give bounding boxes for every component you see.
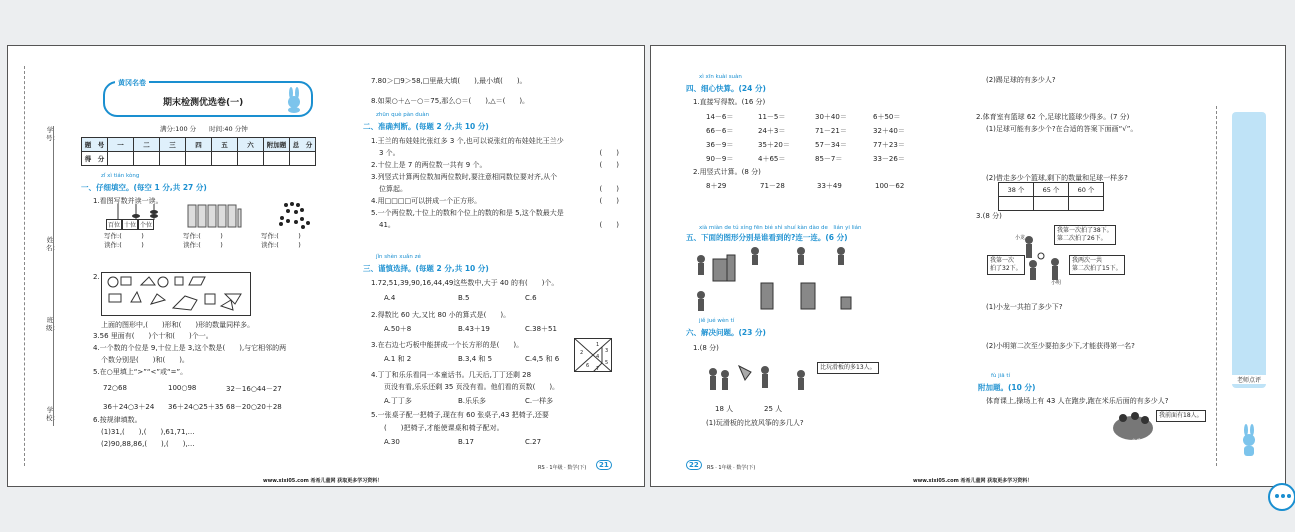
score-table [81,137,316,166]
speech-bubble: 我第一次拍了38下。 第二次拍了26下。 [1054,225,1116,245]
blank-line [53,126,54,426]
choice-q4-b: 页没有看,乐乐还剩 35 页没有看。他们看的页数( )。 [384,383,560,391]
score-header-cell: 五 [212,138,238,152]
calc-q2: 2.用竖式计算。(8 分) [693,168,761,176]
score-header-cell: 二 [134,138,160,152]
choice-q2: 2.得数比 60 大,又比 80 小的算式是( )。 [371,311,511,319]
judge-list [371,135,619,231]
score-cell[interactable] [134,152,160,166]
mark-cell[interactable] [1069,197,1104,211]
score-header-cell: 题 号 [82,138,108,152]
tangram-label: 5 [605,360,609,366]
name-tag: 小龙 [1015,235,1026,241]
bunny-icon [283,87,305,113]
seal-line [24,66,25,466]
calc-item[interactable]: 6＋50＝ [873,113,901,121]
option[interactable]: A.50＋8 [384,325,412,333]
calc-item[interactable]: 90－9＝ [706,155,734,163]
vertical-item[interactable]: 33＋49 [817,182,842,190]
calc-row [706,138,905,152]
option[interactable]: B.5 [458,294,470,302]
calc-item[interactable]: 57－34＝ [815,141,847,149]
judge-item: 2.十位上是 7 的两位数一共有 9 个。 ( ) [371,161,619,169]
score-cell[interactable] [264,152,290,166]
exam-page-left [7,45,645,487]
mark-cell[interactable] [1034,197,1069,211]
score-header-cell: 附加题 [264,138,290,152]
footer-text: www.xixi05.com 希希儿童网 获取更多学习资料！ [913,478,1033,484]
sec1-pinyin: zǐ xì tián kòng [101,173,140,179]
write-blank[interactable]: 写作:( ) [261,232,301,240]
calc-item[interactable]: 4＋65＝ [758,155,786,163]
write-blank[interactable]: 写作:( ) [104,232,144,240]
abacus-label: 百位 [106,219,122,230]
calc-item[interactable]: 14－6＝ [706,113,734,121]
footer-text: www.xixi05.com 希希儿童网 获取更多学习资料！ [263,478,383,484]
exam-meta: 满分:100 分 时间:40 分钟 [160,125,248,133]
answer-3 [261,232,301,250]
solve-q3: 3.(8 分) [976,212,1002,220]
option[interactable]: B.43＋19 [458,325,490,333]
score-header-row [82,138,316,152]
speech-bubble: 比玩滑板的多13人。 [817,362,879,374]
class-label: 班级： [46,316,59,332]
q3-text: 3.56 里面有( )个十和( )个一。 [93,332,213,340]
seal-line [1216,106,1217,466]
page-title: 期末检测优选卷(一) [163,98,244,108]
title-banner [103,81,313,117]
judge-item-cont: 3 个。 ( ) [379,149,619,157]
option[interactable]: C.6 [525,294,537,302]
count-label: 25 人 [764,405,783,413]
page-label: RS · 1年级 · 数学(下) [538,465,587,471]
judge-blank[interactable]: ( ) [599,161,619,169]
tangram-label: 4 [596,354,600,360]
teacher-comment-box[interactable] [1232,112,1266,388]
judge-item: 3.列竖式计算两位数加两位数时,要注意相同数位要对齐,从个 [371,173,558,181]
vertical-item[interactable]: 71－28 [760,182,785,190]
shapes-icon [101,272,251,316]
sec5-title: 五、下面的图形分别是谁看到的?连一连。(6 分) [686,233,848,242]
teacher-comment-label: 老师点评 [1232,375,1266,384]
view-shapes-icon [693,245,903,317]
tangram-icon [574,338,612,372]
option[interactable]: C.38＋51 [525,325,557,333]
judge-blank[interactable]: ( ) [599,221,619,229]
judge-item-cont: 41。 ( ) [379,221,619,229]
sec6-pinyin: jiě jué wèn tí [699,318,735,324]
extra-pinyin: fù jiā tí [991,373,1011,379]
option[interactable]: C.4,5 和 6 [525,355,560,363]
solve-q3-2: (2)小明第二次至少要拍多少下,才能获得第一名? [986,342,1135,350]
option[interactable]: A.1 和 2 [384,355,412,363]
q4-text-b: 个数分别是( )和( )。 [101,356,189,364]
option[interactable]: A.丁丁多 [384,397,412,405]
calc-row [706,124,905,138]
score-header-cell: 总 分 [290,138,316,152]
vertical-item[interactable]: 100－62 [875,182,905,190]
judge-item: 1.王兰的布娃娃比张红多 3 个,也可以说张红的布娃娃比王兰少 [371,137,564,145]
judge-blank[interactable]: ( ) [599,197,619,205]
tangram-label: 1 [596,342,600,348]
score-header-cell: 三 [160,138,186,152]
page-number: 22 [686,460,702,470]
sec6-title: 六、解决问题。(23 分) [686,328,766,337]
option[interactable]: C.一样多 [525,397,554,405]
calc-item[interactable]: 11－5＝ [758,113,786,121]
solve-q1-sub: (1)玩滑板的比放风筝的多几人? [706,419,804,427]
score-header-cell: 四 [186,138,212,152]
kids-ball-icon [1019,232,1067,284]
choice-q4-a: 4.丁丁和乐乐看同一本童话书。几天后,丁丁还剩 28 [371,371,532,379]
read-blank[interactable]: 读作:( ) [261,241,301,249]
calc-q1: 1.直接写得数。(16 分) [693,98,766,106]
calc-item[interactable]: 85－7＝ [815,155,843,163]
tangram-label: 7 [596,366,600,372]
sec5-pinyin: xià miàn de tú xíng fēn bié shì shuí kàn dào de lián yi lián [699,225,862,231]
sec1-title: 一、仔细填空。(每空 1 分,共 27 分) [81,183,207,192]
choice-cell: 38 个 [999,183,1034,197]
judge-item: 4.用□□□□可以拼成一个正方形。 ( ) [371,197,619,205]
read-blank[interactable]: 读作:( ) [104,241,144,249]
q1-text: 1.看图写数并读一读。 [93,197,163,205]
option[interactable]: B.17 [458,438,474,446]
read-blank[interactable]: 读作:( ) [183,241,223,249]
name-tag: 米乐 [1131,439,1142,445]
q7-text: 7.80＞□9＞58,□里最大填( ),最小填( )。 [371,77,527,85]
calc-item[interactable]: 24＋3＝ [758,127,786,135]
choice-q3: 3.在右边七巧板中能拼成一个长方形的是( )。 [371,341,524,349]
speech-bubble: 我两次一共 第二次拍了15下。 [1069,255,1125,275]
choice-q5-a: 5.一张桌子配一把椅子,现在有 60 张桌子,43 把椅子,还要 [371,411,549,419]
q8-text: 8.如果○＋△－○＝75,那么○＝( ),△＝( )。 [371,97,530,105]
q6-2-text[interactable]: (2)90,88,86,( ),( ),… [101,440,195,448]
calc-row [706,152,905,166]
solve-q2-1: (1)足球可能有多少个?在合适的答案下面画“√”。 [986,125,1138,133]
choice-cell: 65 个 [1034,183,1069,197]
write-blank[interactable]: 写作:( ) [183,232,223,240]
score-cell[interactable] [212,152,238,166]
score-cell[interactable] [238,152,264,166]
tangram-label: 2 [580,350,584,356]
option[interactable]: B.3,4 和 5 [458,355,493,363]
mark-cell[interactable] [999,197,1034,211]
sec4-pinyin: xì xīn kuài suàn [699,74,742,80]
chat-bubble-icon[interactable] [1268,483,1295,511]
student-id-label: 学号： [46,126,59,142]
sec2-title: 二、准确判断。(每题 2 分,共 10 分) [363,122,489,131]
extra-question: 体育课上,操场上有 43 人在跑步,跑在米乐后面的有多少人? [986,397,1169,405]
option[interactable]: A.30 [384,438,400,446]
answer-1 [104,232,144,250]
compare-item[interactable]: 36＋24○25＋35 [168,403,224,411]
dot-groups-icon [276,201,314,231]
solve-q2: 2.体育室有篮球 62 个,足球比篮球少得多。(7 分) [976,113,1130,121]
compare-item[interactable]: 72○68 [103,384,127,392]
calc-item[interactable]: 71－21＝ [815,127,847,135]
score-cell[interactable] [186,152,212,166]
judge-blank[interactable]: ( ) [599,185,619,193]
calc-item[interactable]: 33－26＝ [873,155,905,163]
score-row [82,152,316,166]
score-cell[interactable] [290,152,316,166]
brand-logo: 黄冈名卷 [115,78,149,88]
vertical-item[interactable]: 8＋29 [706,182,727,190]
sec4-title: 四、细心快算。(24 分) [686,84,766,93]
q6-1-text[interactable]: (1)31,( ),( ),61,71,… [101,428,195,436]
judge-item-cont: 位算起。 ( ) [379,185,619,193]
calc-item[interactable]: 77＋23＝ [873,141,905,149]
calc-item[interactable]: 32＋40＝ [873,127,905,135]
page-label: RS · 1年级 · 数学(下) [707,465,756,471]
choice-q5-b: ( )把椅子,才能使课桌和椅子配对。 [384,424,504,432]
abacus-label: 十位 [122,219,138,230]
speech-bubble: 我前面有18人。 [1156,410,1206,422]
q6-text: 6.按规律填数。 [93,416,142,424]
name-label: 姓名： [46,236,59,252]
score-row-label: 得 分 [82,152,108,166]
choice-q1: 1.72,51,39,90,16,44,49这些数中,大于 40 的有( )个。 [371,279,559,287]
compare-item[interactable]: 36＋24○3＋24 [103,403,155,411]
sec2-pinyin: zhūn què pàn duàn [376,112,430,118]
extra-title: 附加题。(10 分) [978,383,1036,392]
exam-page-right [650,45,1286,487]
page-number: 21 [596,460,612,470]
sec3-title: 三、谨慎选择。(每题 2 分,共 10 分) [363,264,489,273]
option[interactable]: B.乐乐多 [458,397,487,405]
score-header-cell: 六 [238,138,264,152]
abacus-beads-icon [106,204,166,220]
count-label: 18 人 [715,405,734,413]
compare-item[interactable]: 68－20○20＋28 [226,403,282,411]
choice-row [999,183,1104,197]
q2-number: 2. [93,273,100,281]
calc-item[interactable]: 66－6＝ [706,127,734,135]
calc-item[interactable]: 35＋20＝ [758,141,790,149]
solve-q3-1: (1)小龙一共拍了多少下? [986,303,1063,311]
stick-bundles-icon [186,203,246,229]
calc-item[interactable]: 30＋40＝ [815,113,847,121]
q4-text-a: 4.一个数的个位是 9,十位上是 3,这个数是( ),与它相邻的两 [93,344,287,352]
choice-table [998,182,1104,211]
name-tag: 小明 [1051,280,1062,286]
calc-item[interactable]: 36－9＝ [706,141,734,149]
calc-row [706,110,905,124]
score-cell[interactable] [108,152,134,166]
q5-text: 5.在○里填上“>”“<”或“=”。 [93,368,188,376]
compare-item[interactable]: 100○98 [168,384,197,392]
q2-text: 上面的图形中,( )形和( )形的数量同样多。 [101,321,255,329]
judge-blank[interactable]: ( ) [599,149,619,157]
calc-grid [706,110,905,166]
choice-cell: 60 个 [1069,183,1104,197]
bunny-icon [1240,424,1258,458]
abacus [106,219,154,230]
answer-2 [183,232,223,250]
score-cell[interactable] [160,152,186,166]
judge-item: 5.一个两位数,十位上的数和个位上的数的和是 5,这个数最大是 [371,209,564,217]
abacus-label: 个位 [138,219,154,230]
tangram-label: 6 [586,363,590,369]
sec3-pinyin: jǐn shèn xuǎn zé [376,254,421,260]
solve-q1: 1.(8 分) [693,344,719,352]
option[interactable]: C.27 [525,438,542,446]
choice-mark-row [999,197,1104,211]
solve-q2-2: (2)借走多少个篮球,剩下的数量和足球一样多? [986,174,1128,182]
solve-q1-sub2: (2)踢足球的有多少人? [986,76,1056,84]
score-header-cell: 一 [108,138,134,152]
school-label: 学校： [46,406,59,422]
option[interactable]: A.4 [384,294,396,302]
speech-bubble: 我第一次 拍了32下。 [987,255,1025,275]
tangram-label: 3 [605,348,609,354]
compare-item[interactable]: 32－16○44－27 [226,385,282,393]
